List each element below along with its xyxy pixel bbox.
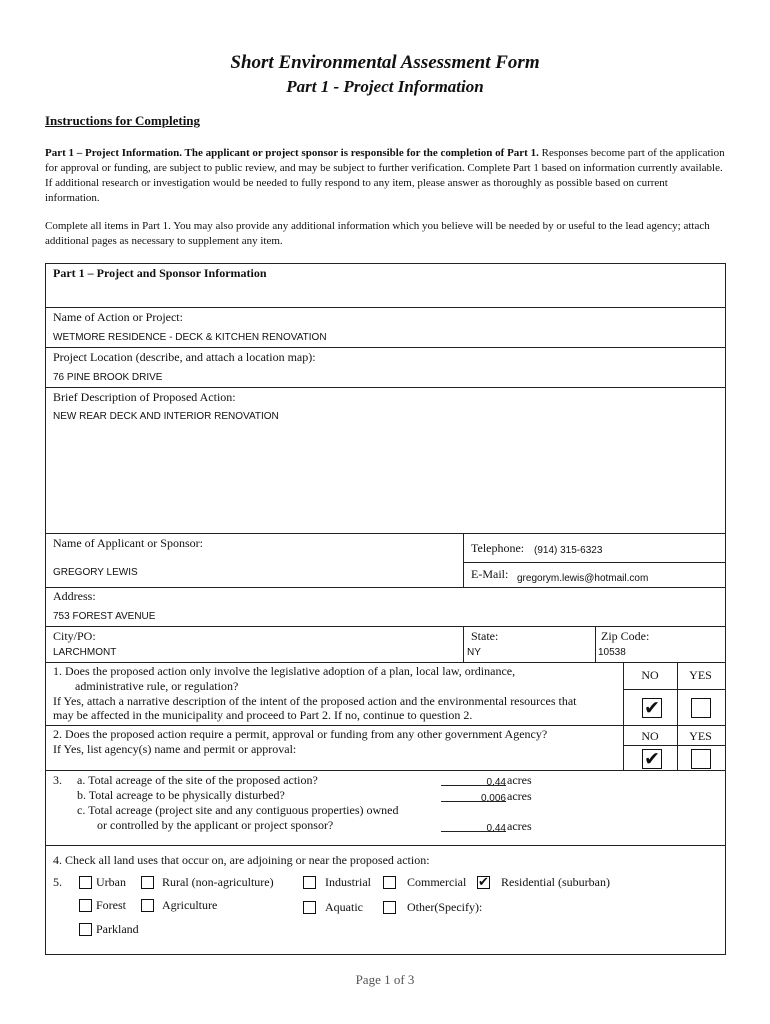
residential-label: Residential (suburban): [501, 875, 610, 889]
address-field[interactable]: 753 FOREST AVENUE: [53, 611, 156, 622]
aquatic-checkbox[interactable]: [303, 901, 316, 914]
zip-field[interactable]: 10538: [598, 647, 626, 658]
urban-label: Urban: [96, 875, 126, 889]
q3b-label: b. Total acreage to be physically disturbed?: [77, 788, 285, 802]
q3b-unit: acres: [507, 789, 532, 803]
city-label: City/PO:: [53, 629, 96, 643]
email-label: E-Mail:: [471, 567, 509, 581]
q3a-unit: acres: [507, 773, 532, 787]
location-field[interactable]: 76 PINE BROOK DRIVE: [53, 372, 163, 383]
commercial-checkbox[interactable]: [383, 876, 396, 889]
residential-checkbox[interactable]: ✔: [478, 875, 489, 890]
instructions-heading: Instructions for Completing: [45, 113, 201, 128]
q3c-value[interactable]: 0.44: [486, 823, 506, 834]
form-subtitle: Part 1 - Project Information: [286, 77, 484, 96]
q2-yes-checkbox[interactable]: [691, 749, 711, 769]
q3b-blank: [441, 788, 506, 802]
q2-no-checkbox[interactable]: ✔: [642, 749, 662, 769]
location-label: Project Location (describe, and attach a location map):: [53, 350, 316, 364]
address-label: Address:: [53, 589, 96, 603]
forest-label: Forest: [96, 898, 126, 912]
instructions-paragraph-1: [45, 146, 725, 206]
other-label: Other(Specify):: [407, 900, 483, 914]
q1-line-3: If Yes, attach a narrative description of the intent of the proposed action and the environmental resources that: [53, 694, 577, 708]
instructions-p1-bold: Part 1 – Project Information. The applicant or project sponsor is responsible for the completion of Part 1.: [45, 147, 539, 159]
q3a-label: a. Total acreage of the site of the proposed action?: [77, 773, 318, 787]
rural-checkbox[interactable]: [141, 876, 154, 889]
state-label: State:: [471, 629, 499, 643]
industrial-checkbox[interactable]: [303, 876, 316, 889]
q3c-label-2: or controlled by the applicant or project sponsor?: [97, 818, 334, 832]
rural-label: Rural (non-agriculture): [162, 875, 274, 889]
q2-yes-label: YES: [689, 729, 712, 743]
forest-checkbox[interactable]: [79, 899, 92, 912]
q3a-value[interactable]: 0.44: [486, 777, 506, 788]
email-field[interactable]: gregorym.lewis@hotmail.com: [517, 573, 649, 584]
form-box: [45, 263, 726, 955]
q1-no-label: NO: [641, 668, 659, 682]
q3a-blank: [441, 772, 506, 786]
q3-number: 3.: [53, 773, 62, 787]
aquatic-label: Aquatic: [325, 900, 363, 914]
instructions-p1-rest: Responses become part of the application for approval or funding, are subject to public review, and may be subject to further verification. Complete Part 1 based on information currently available. If additional research or investigation would be needed to fully respond to any item, please answer as thoroughly as possible based on current information.: [45, 147, 725, 204]
urban-checkbox[interactable]: [79, 876, 92, 889]
q3c-unit: acres: [507, 819, 532, 833]
q2-line-2: If Yes, list agency(s) name and permit or approval:: [53, 742, 297, 756]
applicant-field[interactable]: GREGORY LEWIS: [53, 567, 138, 578]
form-title: Short Environmental Assessment Form: [230, 52, 540, 73]
applicant-label: Name of Applicant or Sponsor:: [53, 536, 203, 550]
agriculture-checkbox[interactable]: [141, 899, 154, 912]
q3c-blank: [441, 818, 506, 832]
description-field[interactable]: NEW REAR DECK AND INTERIOR RENOVATION: [53, 411, 279, 422]
agriculture-label: Agriculture: [162, 898, 218, 912]
page-number: Page 1 of 3: [355, 972, 415, 987]
instructions-paragraph-2: Complete all items in Part 1. You may also provide any additional information which you believe will be needed by or useful to the lead agency; attach additional pages as necessary to supplement any item.: [45, 220, 710, 247]
city-field[interactable]: LARCHMONT: [53, 647, 117, 658]
q1-yes-label: YES: [689, 668, 712, 682]
zip-label: Zip Code:: [601, 629, 650, 643]
telephone-field[interactable]: (914) 315-6323: [534, 545, 603, 556]
q1-line-1: 1. Does the proposed action only involve the legislative adoption of a plan, local law, ordinance,: [53, 664, 516, 678]
q3c-label-1: c. Total acreage (project site and any contiguous properties) owned: [77, 803, 399, 817]
name-of-action-label: Name of Action or Project:: [53, 310, 183, 324]
q1-no-checkbox[interactable]: ✔: [642, 698, 662, 718]
state-field[interactable]: NY: [467, 647, 481, 658]
q4-line: 4. Check all land uses that occur on, are adjoining or near the proposed action:: [53, 853, 430, 867]
telephone-label: Telephone:: [471, 541, 525, 555]
other-checkbox[interactable]: [383, 901, 396, 914]
description-label: Brief Description of Proposed Action:: [53, 390, 236, 404]
commercial-label: Commercial: [407, 875, 467, 889]
parkland-label: Parkland: [96, 922, 139, 936]
q1-line-4: may be affected in the municipality and proceed to Part 2. If no, continue to question 2.: [53, 708, 473, 722]
q2-no-label: NO: [641, 729, 659, 743]
q1-yes-checkbox[interactable]: [691, 698, 711, 718]
q5-number: 5.: [53, 875, 62, 889]
industrial-label: Industrial: [325, 875, 371, 889]
section-heading: Part 1 – Project and Sponsor Information: [53, 266, 267, 280]
q2-line-1: 2. Does the proposed action require a permit, approval or funding from any other government Agency?: [53, 727, 548, 741]
name-of-action-field[interactable]: WETMORE RESIDENCE - DECK & KITCHEN RENOVATION: [53, 332, 327, 343]
q3b-value[interactable]: 0.006: [480, 793, 506, 804]
parkland-checkbox[interactable]: [79, 923, 92, 936]
q1-line-2: administrative rule, or regulation?: [75, 679, 239, 693]
